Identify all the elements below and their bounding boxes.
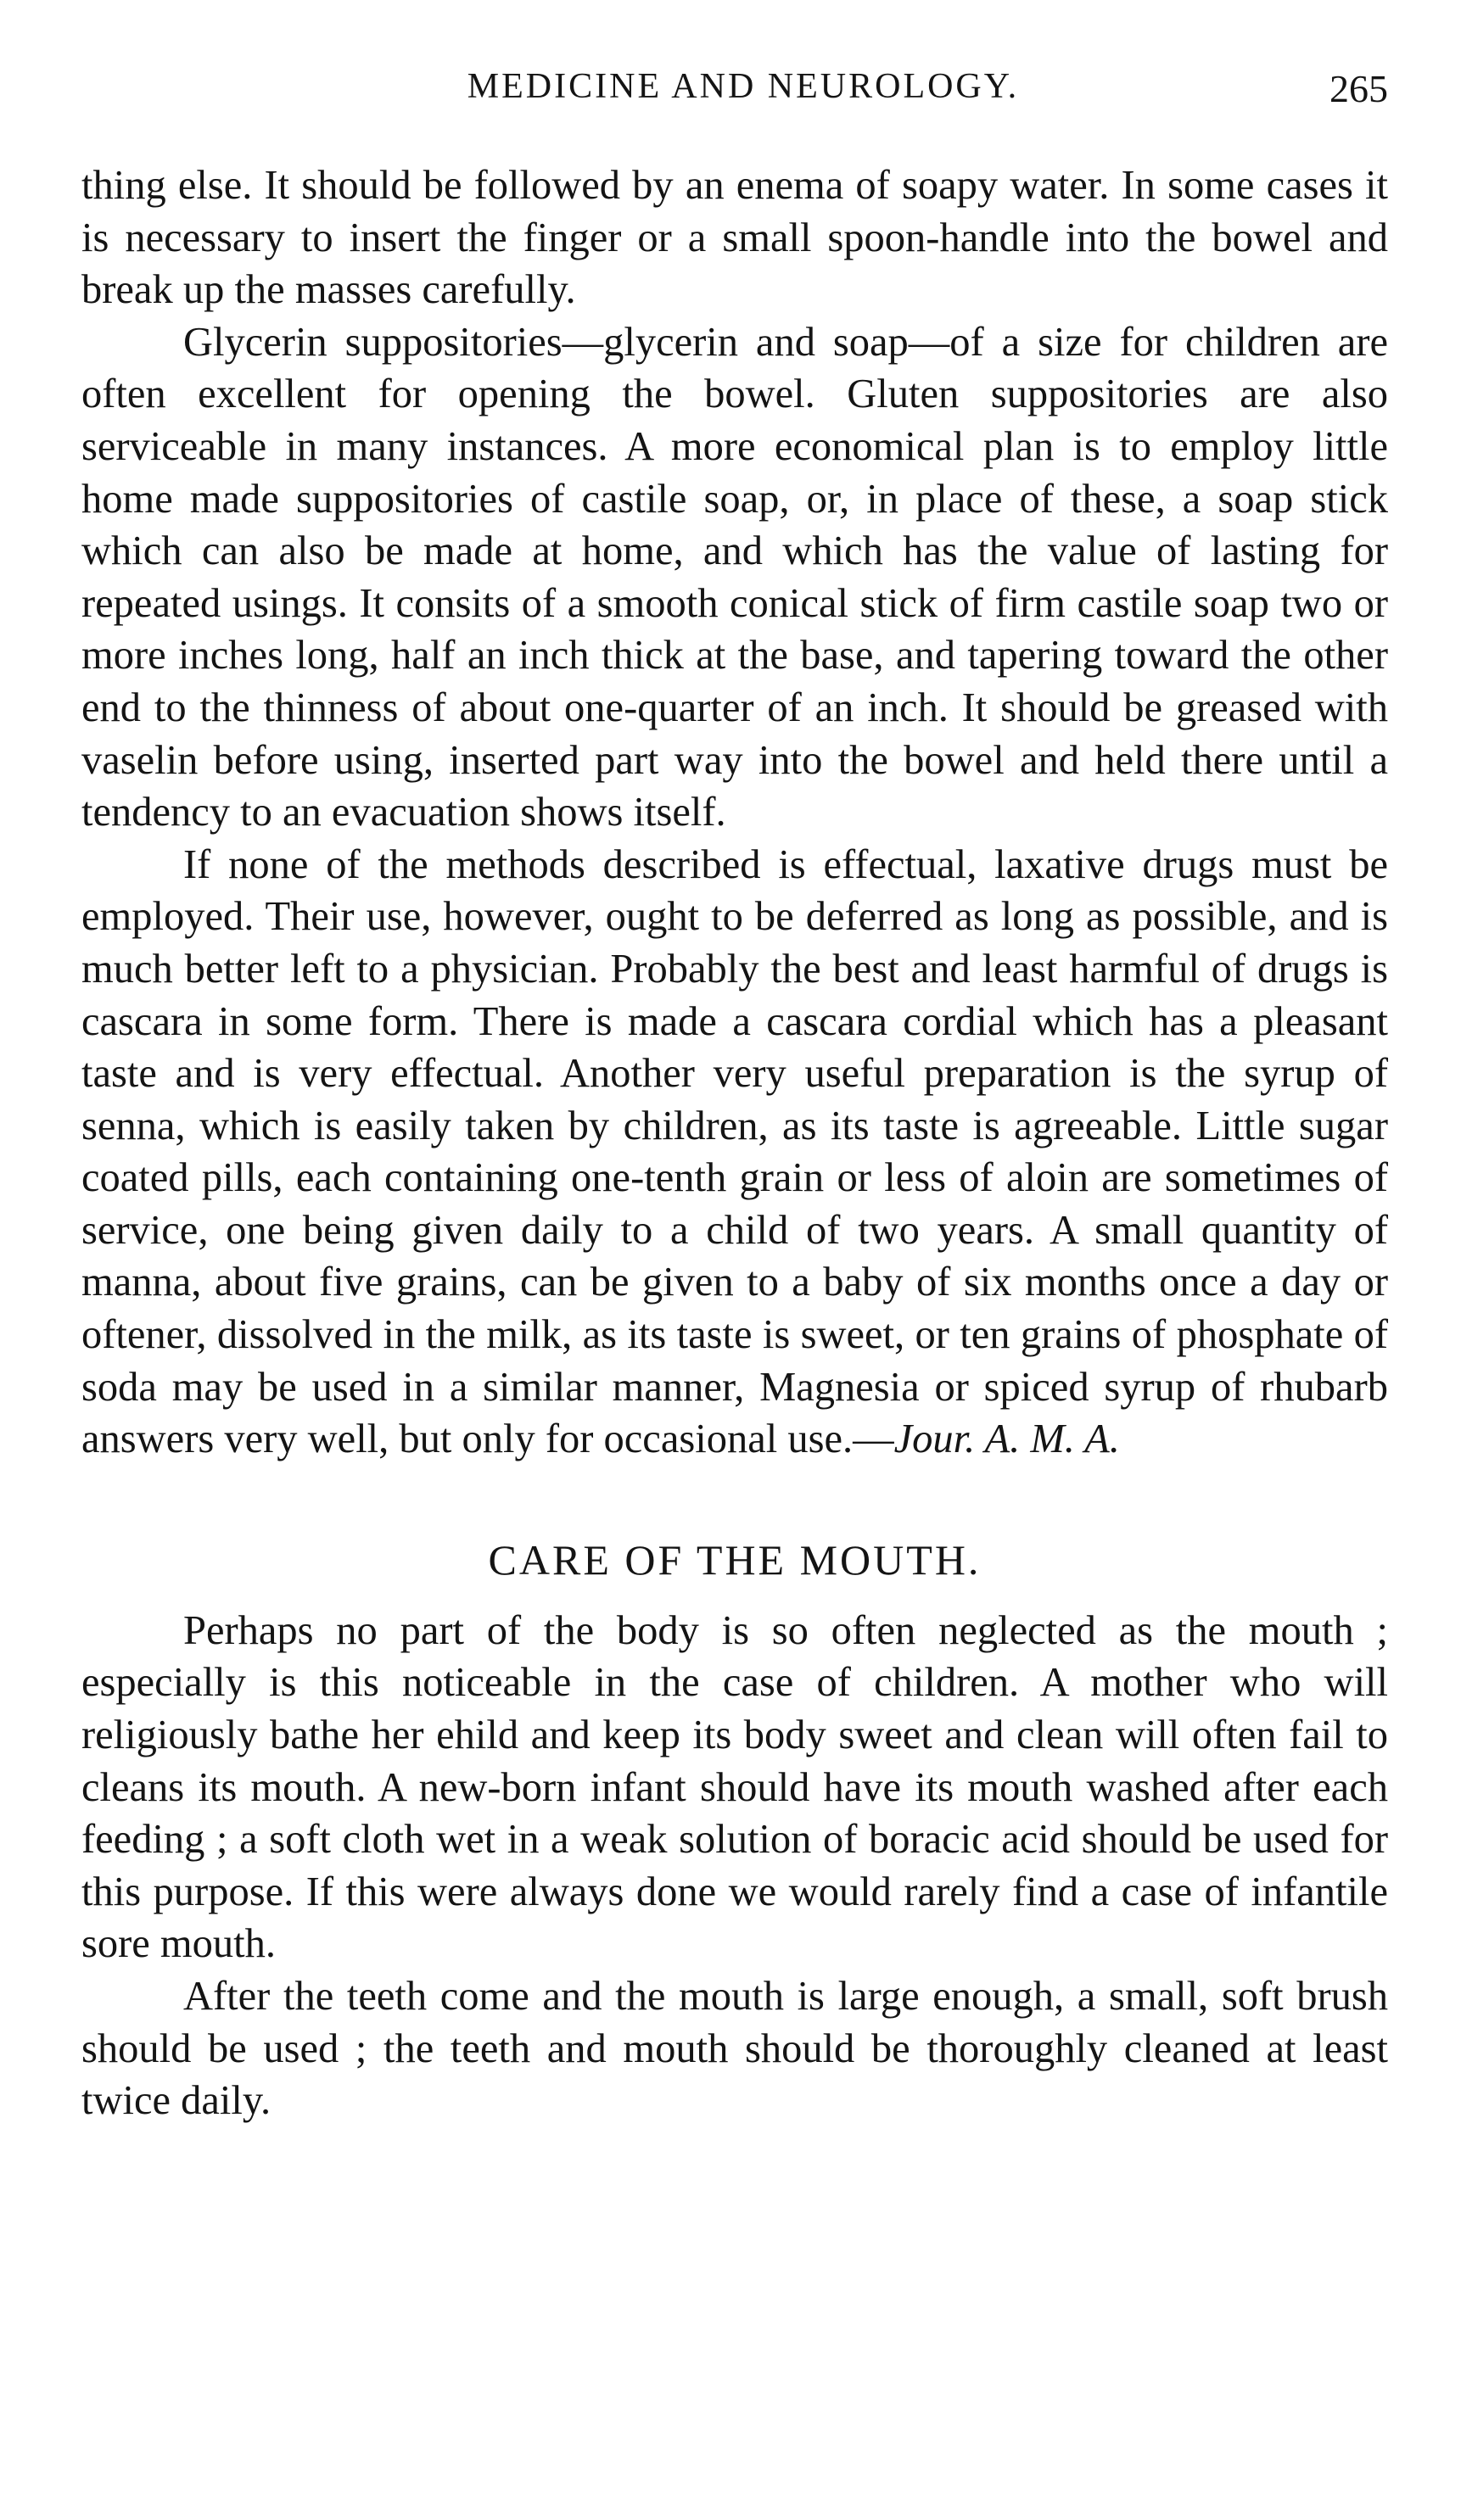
running-head bbox=[81, 66, 1405, 117]
page-number: 265 bbox=[1329, 67, 1388, 110]
citation: Jour. A. M. A. bbox=[893, 1416, 1120, 1462]
paragraph-mouth-neglect: Perhaps no part of the body is so often neglected as the mouth ; especially is this noticeable in the case of children. A mother who will religiously bathe her ehild and keep its body sweet and clean will often fail to cleans its mouth. A new-born infant should have its mouth washed after each feeding ; a soft cloth wet in a weak solution of boracic acid should be used for this purpose. If this were always done we would rarely find a case of infantile sore mouth. bbox=[81, 1607, 1388, 1967]
running-title: MEDICINE AND NEUROLOGY. bbox=[467, 67, 1020, 106]
section-heading: CARE OF THE MOUTH. bbox=[488, 1535, 982, 1584]
paragraph-continuation: thing else. It should be followed by an enema of soapy water. In some cases it is necessary to insert the finger or a small spoon-handle into the bowel and break up the masses carefully. bbox=[81, 163, 1388, 313]
paragraph-teeth-brushing: After the teeth come and the mouth is large enough, a small, soft brush should be used ; the teeth and mouth should be thoroughly cleaned at least twice daily. bbox=[81, 1974, 1388, 2124]
paragraph-laxatives-text: If none of the methods described is effectual, laxative drugs must be employed. Their use, however, ought to be deferred as long as possible, and is much better left to a physician. Probably the best and least harmful of drugs is cascara in some form. There is made a cascara cordial which has a pleasant taste and is very effectual. Another very useful preparation is the syrup of senna, which is easily taken by children, as its taste is agreeable. Little sugar coated pills, each containing one-tenth grain or less of aloin are sometimes of service, one being given daily to a child of two years. A small quantity of manna, about five grains, can be given to a baby of six months once a day or oftener, dissolved in the milk, as its taste is sweet, or ten grains of phosphate of soda may be used in a similar manner, Magnesia or spiced syrup of rhubarb answers very well, but only for occasional use.— bbox=[81, 841, 1388, 1462]
paragraph-suppositories: Glycerin suppositories—glycerin and soap—of a size for children are often excellent for opening the bowel. Gluten suppositories are also serviceable in many instances. A more economical plan is to employ little home made suppositories of castile soap, or, in place of these, a soap stick which can also be made at home, and which has the value of lasting for repeated usings. It consits of a smooth conical stick of firm castile soap two or more inches long, half an inch thick at the base, and tapering toward the other end to the thinness of about one-quarter of an inch. It should be greased with vaselin before using, inserted part way into the bowel and held there until a tendency to an evacuation shows itself. bbox=[81, 319, 1388, 835]
body-text bbox=[81, 159, 1388, 2127]
paragraph-laxatives bbox=[81, 839, 1388, 1466]
